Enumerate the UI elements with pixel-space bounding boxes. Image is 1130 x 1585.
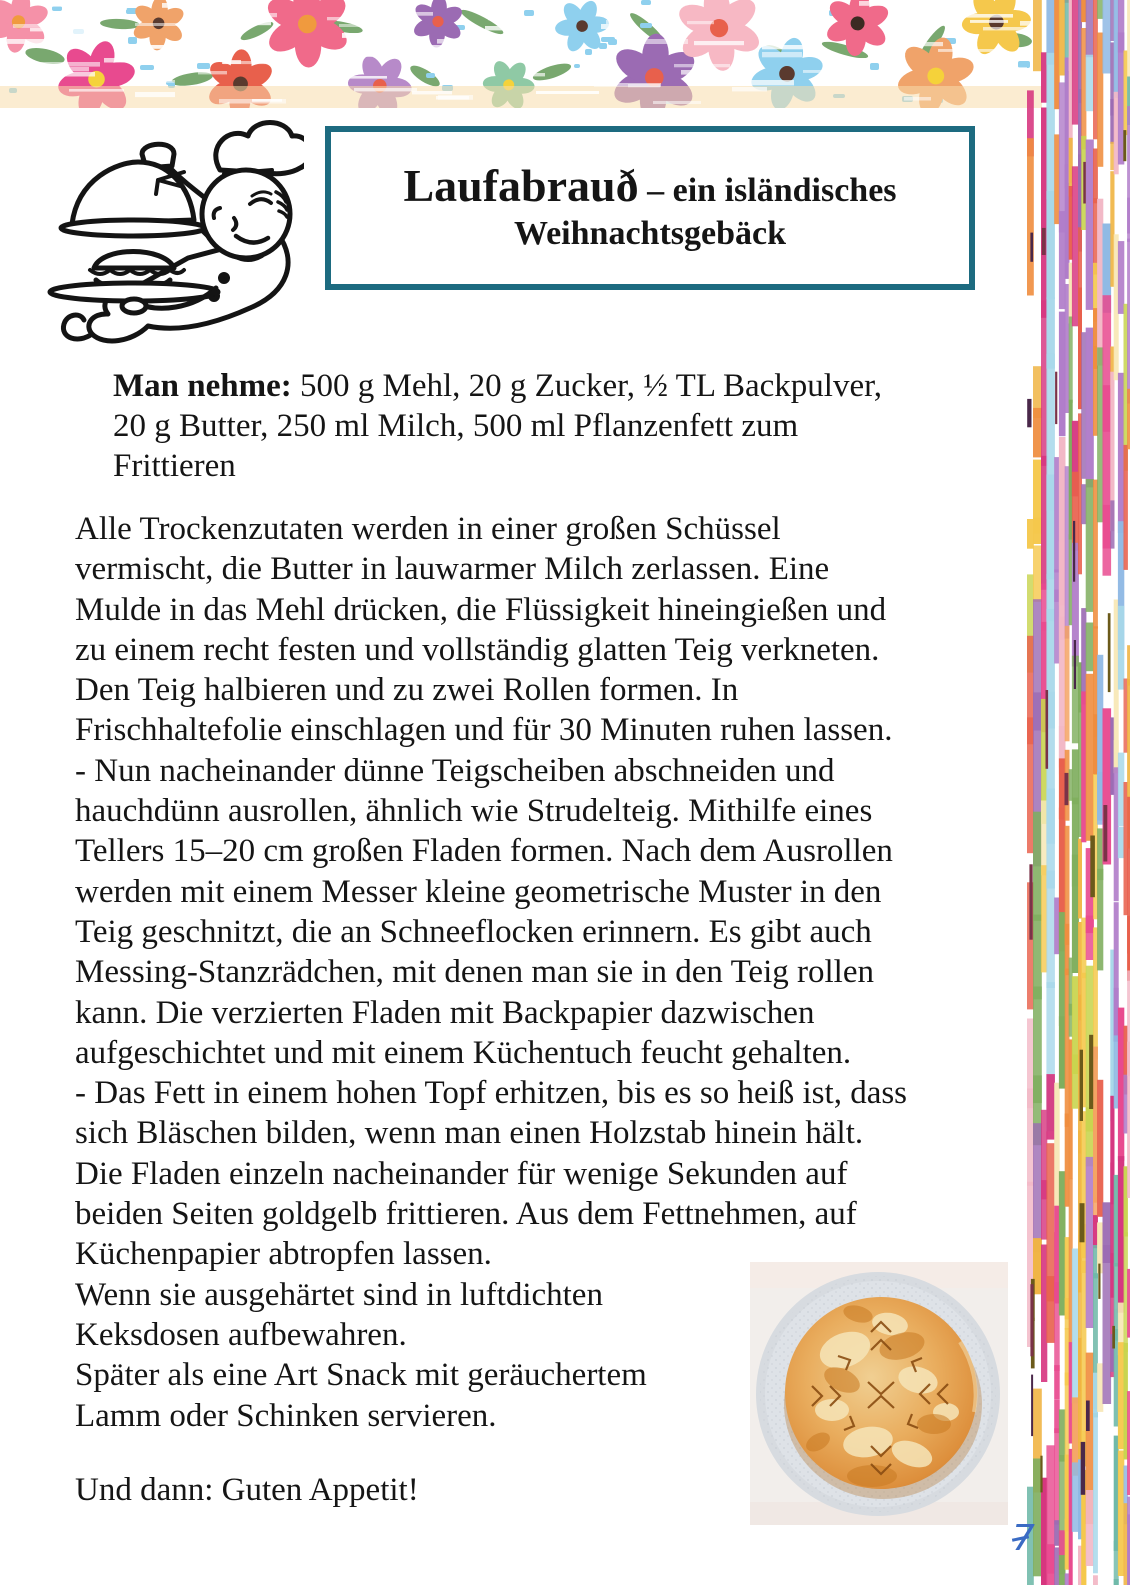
body-text-line: werden mit einem Messer kleine geometrische Muster in den: [75, 873, 882, 910]
ingredients-label: Man nehme:: [113, 368, 292, 404]
floral-banner: [0, 0, 1042, 108]
closing-line: Und dann: Guten Appetit!: [75, 1472, 419, 1508]
page-title-line1: [403, 161, 896, 212]
body-text-line: beiden Seiten goldgelb frittieren. Aus dem Fettnehmen, auf: [75, 1196, 857, 1233]
body-text-line: hauchdünn ausrollen, ähnlich wie Strudelteig. Mithilfe eines: [75, 793, 873, 830]
ingredients-line: Frittieren: [113, 448, 236, 484]
body-text-line: Tellers 15–20 cm großen Fladen formen. Nach dem Ausrollen: [75, 833, 893, 870]
body-text-line: vermischt, die Butter in lauwarmer Milch zerlassen. Eine: [75, 551, 830, 588]
body-text-line: Alle Trockenzutaten werden in einer großen Schüssel: [75, 511, 781, 547]
body-text-line: zu einem recht festen und vollständig glatten Teig verkneten.: [75, 631, 880, 668]
body-text-line: Frischhaltefolie einschlagen und für 30 Minuten ruhen lassen.: [75, 712, 893, 749]
body-text-line: - Nun nacheinander dünne Teigscheiben abschneiden und: [75, 752, 835, 789]
ingredients-line: [113, 366, 993, 406]
body-text-line: Messing-Stanzrädchen, mit denen man sie in den Teig rollen: [75, 954, 874, 991]
ingredients-paragraph: [113, 366, 993, 486]
body-text-line: Den Teig halbieren und zu zwei Rollen formen. In: [75, 672, 739, 709]
ingredients-line: 20 g Butter, 250 ml Milch, 500 ml Pflanzenfett zum: [113, 408, 799, 444]
page-title-line2: Weihnachtsgebäck: [513, 214, 787, 252]
ikat-stripe-border: [1027, 0, 1130, 1585]
body-text-line: Teig geschnitzt, die an Schneeflocken erinnern. Es gibt auch: [75, 913, 872, 950]
body-text-line: - Das Fett in einem hohen Topf erhitzen, bis es so heiß ist, dass: [75, 1075, 908, 1112]
body-text-line: Mulde in das Mehl drücken, die Flüssigkeit hineingießen und: [75, 591, 887, 628]
body-text-line: sich Bläschen bilden, wenn man einen Holzstab hinein hält.: [75, 1115, 864, 1152]
body-text-line: Später als eine Art Snack mit geräuchertem: [75, 1357, 647, 1394]
title-box: [325, 126, 975, 290]
body-text-line: kann. Die verzierten Fladen mit Backpapier dazwischen: [75, 994, 815, 1031]
body-text-line: Küchenpapier abtropfen lassen.: [75, 1236, 492, 1273]
page-number: 7: [1012, 1518, 1035, 1559]
body-text-line: Die Fladen einzeln nacheinander für wenige Sekunden auf: [75, 1155, 848, 1192]
body-text-line: Wenn sie ausgehärtet sind in luftdichten: [75, 1276, 603, 1313]
ingredients-text: 500 g Mehl, 20 g Zucker, ½ TL Backpulver,: [291, 368, 883, 404]
body-text-line: Lamm oder Schinken servieren.: [75, 1397, 497, 1434]
page-title: Laufabrauð: [403, 160, 639, 212]
body-text-line: aufgeschichtet und mit einem Küchentuch feucht gehalten.: [75, 1034, 852, 1071]
chef-clipart: [38, 116, 304, 346]
page-title-subtitle: – ein isländisches: [638, 172, 897, 210]
body-text-line: Keksdosen aufbewahren.: [75, 1316, 407, 1353]
laufabraud-photo: [750, 1262, 1008, 1525]
